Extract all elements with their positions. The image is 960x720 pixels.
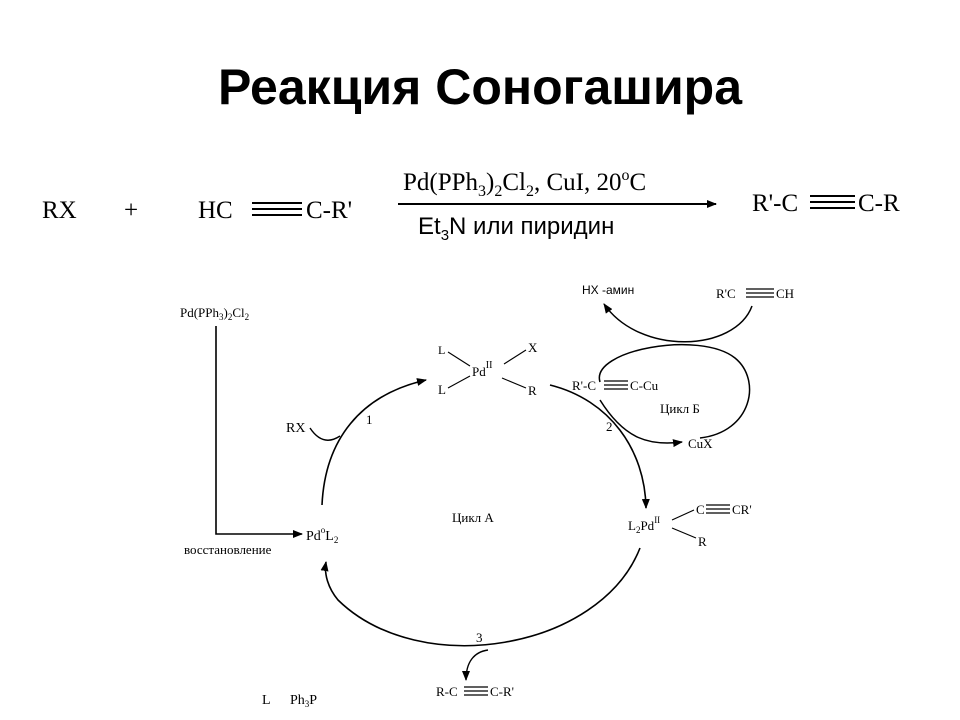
triple-bond-product (810, 196, 855, 208)
arc-step2 (550, 385, 646, 508)
product-right: C-R (858, 190, 900, 217)
pd-int-cr: CR' (732, 502, 752, 517)
cycle-a-label: Цикл А (452, 510, 494, 525)
ligand-legend-value: $Ph_3P$ (290, 693, 318, 709)
pd-int-c: C (696, 502, 705, 517)
arc-hx-release (604, 304, 752, 342)
plus-sign: + (124, 197, 139, 224)
pd2-complex (438, 340, 538, 398)
triple-bond-reactant (252, 203, 302, 215)
reactant-alkyne-left: HC (198, 197, 233, 224)
pd2-r-ligand: R (528, 383, 537, 398)
cux-label: CuX (688, 436, 713, 451)
cycle-product-right: C-R' (490, 684, 515, 699)
pd2-ligand-top: L (438, 343, 446, 357)
copper-acetylide-right: C-Cu (630, 378, 659, 393)
arc-step3 (326, 548, 641, 646)
reactant-alkyne-right: C-R' (306, 197, 353, 224)
pd2-center: $Pd^{II}$ (472, 360, 493, 379)
rx-label: RX (286, 421, 306, 436)
triple-bond-copper-acetylide (604, 381, 628, 389)
triple-bond-pd-int (706, 505, 730, 513)
cycle-product-left: R-C (436, 684, 458, 699)
pd2-ligand-bottom: L (438, 382, 446, 397)
reaction-conditions-bottom: $Et_3N$ или пиридин (418, 213, 615, 244)
page-title: Реакция Соногашира (217, 59, 743, 115)
step3-label: 3 (476, 630, 483, 645)
pd-acetylide-intermediate (628, 502, 752, 549)
pd0-complex: $Pd^oL_2$ (306, 525, 339, 545)
reactant-rx: RX (42, 197, 77, 224)
cycle-b-loop (599, 345, 749, 438)
cycle-b-label: Цикл Б (660, 401, 700, 416)
overall-equation (42, 167, 900, 244)
terminal-alkyne-left: R'C (716, 286, 736, 301)
arc-step1 (322, 380, 426, 505)
product-left: R'-C (752, 190, 799, 217)
step2-label: 2 (606, 419, 613, 434)
copper-acetylide-left: R'-C (572, 378, 597, 393)
triple-bond-terminal-alkyne (746, 289, 774, 297)
pd-int-center: $L_2Pd^{II}$ (628, 515, 661, 535)
step1-label: 1 (366, 412, 373, 427)
hx-amine-label: HX -амин (582, 283, 635, 297)
terminal-alkyne-right: CH (776, 286, 795, 301)
triple-bond-cycle-product (464, 687, 488, 695)
reaction-conditions-top: $Pd(PPh_3)_2Cl_2$, CuI, 20$^o$C (403, 167, 647, 200)
reduction-label: восстановление (184, 542, 272, 557)
rx-feed-curve (310, 428, 340, 440)
product-release-arrow (466, 650, 488, 680)
catalytic-cycle (180, 283, 794, 709)
precatalyst-label: $Pd(PPh_3)_2Cl_2$ (180, 305, 250, 322)
ligand-legend-l: L (262, 693, 271, 708)
pd2-x-ligand: X (528, 340, 538, 355)
pd-int-r: R (698, 534, 707, 549)
